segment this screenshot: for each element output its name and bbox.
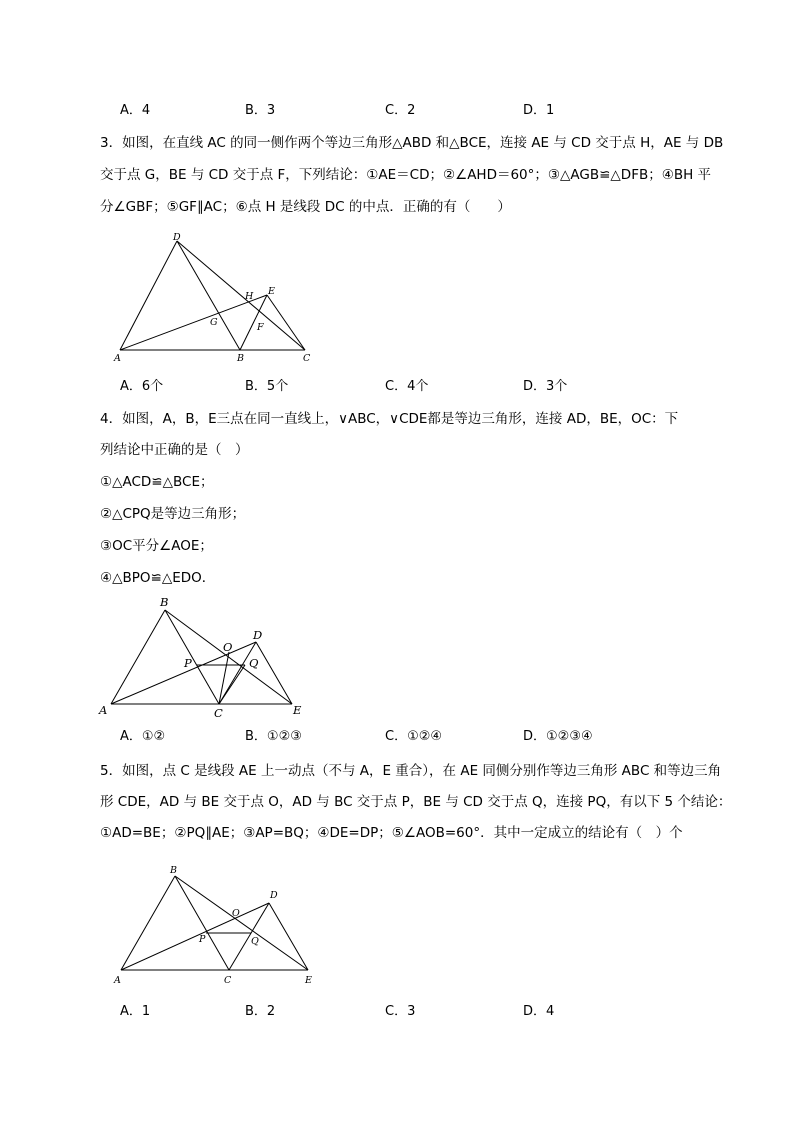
question-3-option-d[interactable]: D．3个 — [523, 379, 568, 394]
q4-label-c: C — [214, 706, 223, 720]
q3-label-c: C — [303, 353, 311, 364]
option-c[interactable]: C．2 — [385, 103, 416, 118]
question-4-line-1: 4．如图，A，B，E三点在同一直线上，∨ABC，∨CDE都是等边三角形，连接 AD，BE，OC：下 — [100, 411, 679, 427]
question-5-option-b[interactable]: B．2 — [245, 1004, 276, 1019]
q3-label-g: G — [210, 317, 218, 328]
q3-label-d: D — [173, 232, 181, 243]
q4-label-p: P — [184, 656, 192, 670]
q5-label-b: B — [170, 865, 177, 876]
question-5-line-3: ①AD=BE；②PQ∥AE；③AP=BQ；④DE=DP；⑤∠AOB=60°．其中一定成立的结论有（ ）个 — [100, 825, 683, 841]
question-5-line-2: 形 CDE，AD 与 BE 交于点 O，AD 与 BC 交于点 P，BE 与 CD 交于点 Q，连接 PQ，有以下 5 个结论： — [100, 794, 732, 810]
q4-label-b: B — [160, 595, 169, 609]
q5-label-a: A — [114, 975, 121, 986]
option-b[interactable]: B．3 — [245, 103, 276, 118]
question-4-option-a[interactable]: A．①② — [120, 729, 166, 744]
question-4-statement-3: ③OC平分∠AOE； — [100, 538, 213, 554]
q5-segment-d-e — [269, 903, 308, 970]
question-4-option-b[interactable]: B．①②③ — [245, 729, 302, 744]
q3-label-b: B — [237, 353, 244, 364]
q5-label-o: O — [232, 908, 240, 919]
question-4-option-c[interactable]: C．①②④ — [385, 729, 443, 744]
question-4-statement-4: ④△BPO≌△EDO． — [100, 570, 216, 586]
q5-label-d: D — [270, 890, 278, 901]
question-5-option-d[interactable]: D．4 — [523, 1004, 555, 1019]
q5-label-p: P — [199, 934, 206, 945]
question-4-statement-2: ②△CPQ是等边三角形； — [100, 506, 246, 522]
question-5-option-a[interactable]: A．1 — [120, 1004, 151, 1019]
q5-segment-a-d — [121, 903, 269, 970]
q4-label-o: O — [223, 640, 233, 654]
q4-label-d: D — [253, 628, 263, 642]
question-4-statement-1: ①△ACD≌△BCE； — [100, 474, 214, 490]
option-a[interactable]: A．4 — [120, 103, 151, 118]
question-3-line-3: 分∠GBF；⑤GF∥AC；⑥点 H 是线段 DC 的中点．正确的有（ ） — [100, 199, 511, 215]
question-4-option-d[interactable]: D．①②③④ — [523, 729, 593, 744]
q5-label-e: E — [305, 975, 312, 986]
q3-label-f: F — [257, 322, 264, 333]
question-5-option-c[interactable]: C．3 — [385, 1004, 416, 1019]
q4-label-q: Q — [249, 656, 259, 670]
q5-segment-b-c — [175, 876, 229, 970]
q5-label-c: C — [224, 975, 232, 986]
question-3-option-c[interactable]: C．4个 — [385, 379, 429, 394]
question-3-line-2: 交于点 G，BE 与 CD 交于点 F，下列结论：①AE＝CD；②∠AHD＝60°；③△AGB≌△DFB；④BH 平 — [100, 167, 712, 183]
q3-label-a: A — [114, 353, 121, 364]
question-3-line-1: 3．如图，在直线 AC 的同一侧作两个等边三角形△ABD 和△BCE，连接 AE 与 CD 交于点 H，AE 与 DB — [100, 135, 724, 151]
q4-label-e: E — [293, 703, 302, 717]
question-3-option-a[interactable]: A．6个 — [120, 379, 164, 394]
question-3-option-b[interactable]: B．5个 — [245, 379, 289, 394]
q4-label-a: A — [99, 703, 108, 717]
q5-segment-b-e — [175, 876, 308, 970]
q5-label-q: Q — [251, 936, 259, 947]
question-4-line-2: 列结论中正确的是（ ） — [100, 442, 249, 458]
q3-label-h: H — [245, 291, 254, 302]
option-d[interactable]: D．1 — [523, 103, 555, 118]
q3-label-e: E — [268, 286, 275, 297]
q5-segment-a-b — [121, 876, 175, 970]
question-5-line-1: 5．如图，点 C 是线段 AE 上一动点（不与 A，E 重合），在 AE 同侧分别作等边三角形 ABC 和等边三角 — [100, 763, 722, 779]
